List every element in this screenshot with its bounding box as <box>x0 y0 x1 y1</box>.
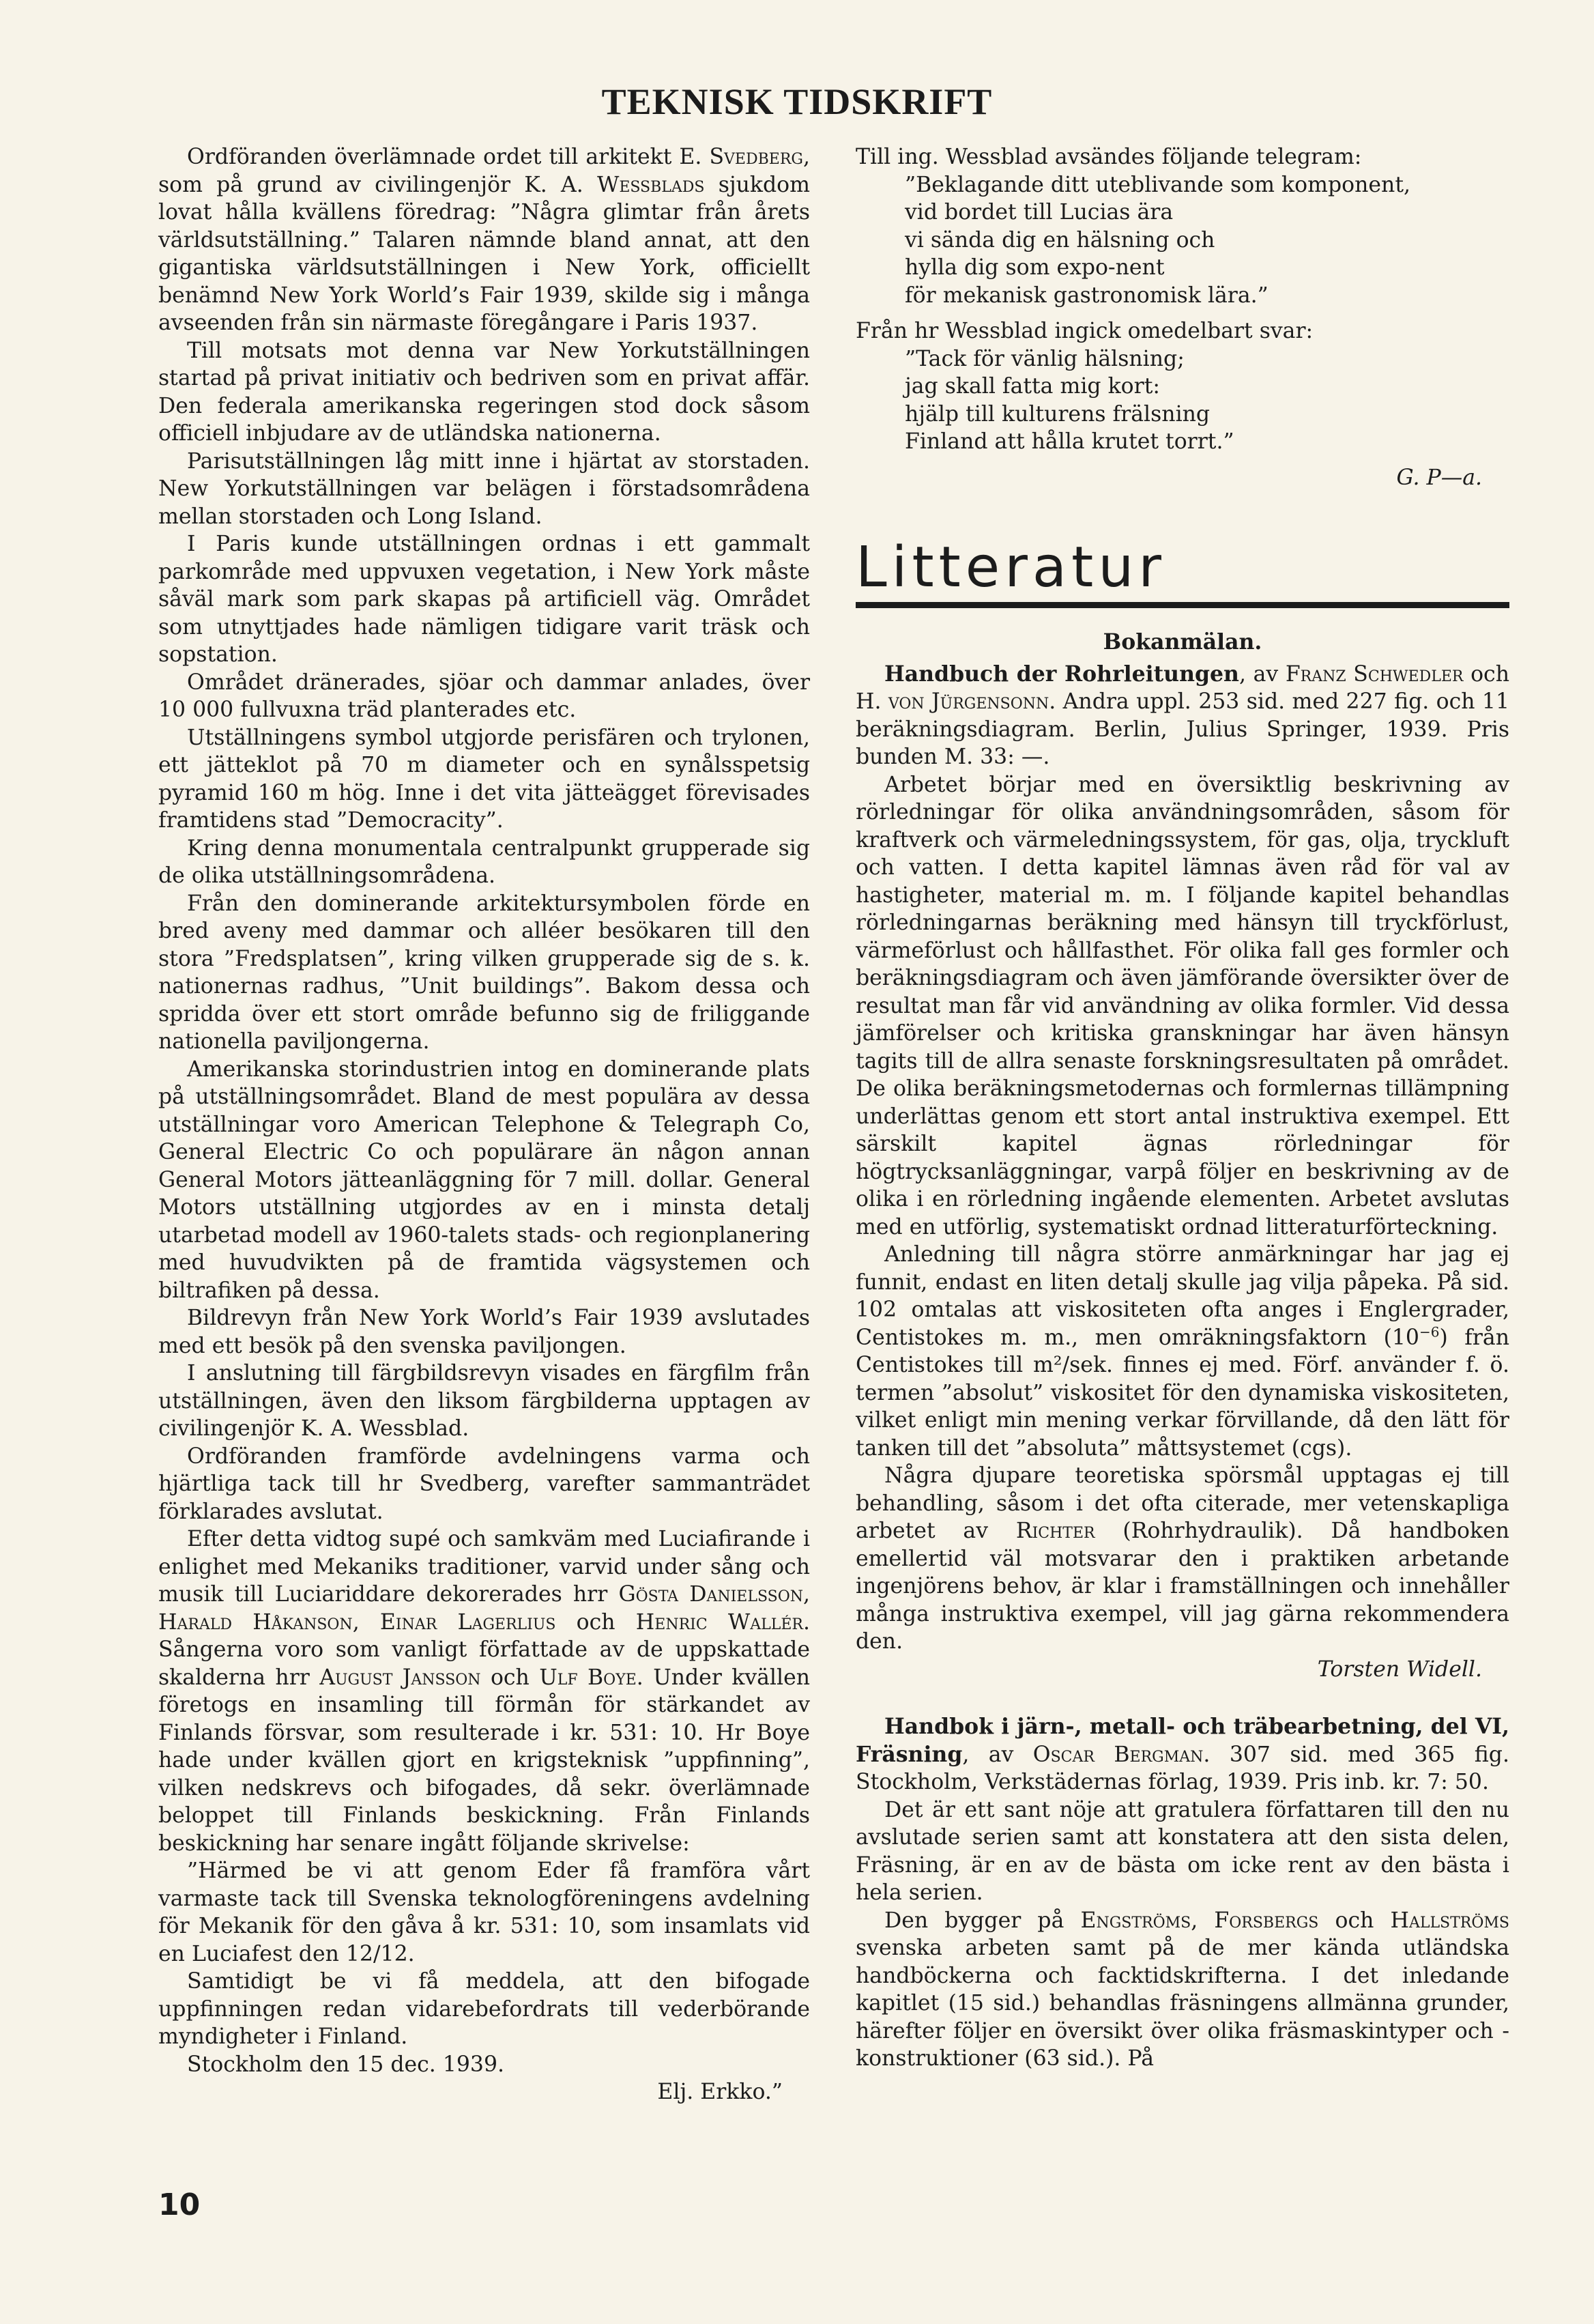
letter-signature: Elj. Erkko.” <box>657 2080 783 2104</box>
paragraph: Arbetet börjar med en översiktlig beskrivning av rörledningar för olika användningsområden, såsom för kraftverk och värmeledningssystem, för gas, olja, tryckluft och vatten. I detta kapitel lämnas även råd för val av hastigheter, material m. m. I följande kapitel behandlas rörledningarnas beräkning med hänsyn till tryckförlust, värmeförlust och hållfasthet. För olika fall ges formler och beräkningsdiagram och även jämförande översikter över de resultat man får vid användning av olika formler. Vid dessa jämförelser och kritiska granskningar har även hänsyn tagits till de allra senaste forskningsresultaten på området. De olika beräkningsmetodernas och formlernas tillämpning underlättas genom ett stort antal instruktiva exempel. Ett särskilt kapitel ägnas rörledningar för högtrycksanläggningar, varpå följer en beskrivning av de olika i en rörledning ingående elementen. Arbetet avslutas med en utförlig, systematiskt ordnad litteraturförteckning. <box>856 772 1509 1239</box>
paragraph: I anslutning till färgbildsrevyn visades en färgfilm från utställningen, även den liksom färgbilderna upptagen av civilingenjör K. A. Wessblad. <box>158 1361 810 1441</box>
paragraph: Till motsats mot denna var New Yorkutställningen startad på privat initiativ och bedriven som en privat affär. Den federala amerikanska regeringen stod dock såsom officiell inbjudare av de utländska nationerna. <box>158 338 810 446</box>
paragraph: Parisutställningen låg mitt inne i hjärtat av storstaden. New Yorkutställningen var belägen i förstadsområdena mellan storstaden och Long Island. <box>158 448 810 529</box>
paragraph: Ordföranden framförde avdelningens varma och hjärtliga tack till hr Svedberg, varefter sammanträdet förklarades avslutat. <box>158 1444 810 1524</box>
paragraph: Från den dominerande arkitektursymbolen förde en bred aveny med dammar och alléer besökaren till den stora ”Fredsplatsen”, kring vilken grupperade sig de s. k. nationernas radhus, ”Unit buildings”. Bakom dessa och spridda över ett stort område befunno sig de friliggande nationella paviljongerna. <box>158 891 810 1054</box>
paragraph: Några djupare teoretiska spörsmål upptagas ej till behandling, såsom i det ofta citerade, mer vetenskapliga arbetet av Richter (Rohrhydraulik). Då handboken emellertid väl motsvarar den i praktiken arbetande ingenjörens behov, är klar i framställningen och innehåller många instruktiva exempel, vill jag gärna rekommendera den. <box>856 1463 1510 1654</box>
signature: Torsten Widell. <box>1317 1656 1482 1682</box>
paragraph: ”Härmed be vi att genom Eder få framföra vårt varmaste tack till Svenska teknologföreningens avdelning för Mekanik för den gåva å kr. 531: 10, som insamlats vid en Luciafest den 12/12. <box>158 1859 810 1966</box>
paragraph: Kring denna monumentala centralpunkt grupperade sig de olika utställningsområdena. <box>158 835 810 888</box>
paragraph: Den bygger på Engströms, Forsbergs och Hallströms svenska arbeten samt på de mer kända utländska handböckerna och facktidskrifterna. I det inledande kapitlet (15 sid.) behandlas fräsningens allmänna grunder, härefter följer en översikt över olika fräsmaskintyper och -konstruktioner (63 sid.). På <box>856 1908 1510 2071</box>
paragraph: Det är ett sant nöje att gratulera författaren till den nu avslutade serien samt att konstatera att den sista delen, Fräsning, är en av de bästa om icke rent av den bästa i hela serien. <box>856 1797 1509 1905</box>
paragraph: Ordföranden överlämnade ordet till arkitekt E. Svedberg, som på grund av civilingenjör K. A. Wessblads sjukdom lovat hålla kvällens föredrag: ”Några glimtar från årets världsutställning.” Talaren nämnde bland annat, att den gigantiska världsutställningen i New York, officiellt benämnd New York World’s Fair 1939, skilde sig i många avseenden från sin närmaste föregångare i Paris 1937. <box>158 145 810 335</box>
book-entry: Handbok i järn-, metall- och träbearbetning, del VI, Fräsning, av Oscar Bergman. 307 sid. med 365 fig. Stockholm, Verkstädernas förlag, 1939. Pris inb. kr. 7: 50. <box>856 1714 1509 1794</box>
section-rule <box>856 602 1509 608</box>
left-column <box>158 143 810 2106</box>
paragraph: I Paris kunde utställningen ordnas i ett gammalt parkområde med uppvuxen vegetation, i New York måste såväl mark som park skapas på artificiell väg. Området som utnyttjades hade nämligen tidigare varit träsk och sopstation. <box>158 532 810 667</box>
paragraph: Utställningens symbol utgjorde perisfären och trylonen, ett jätteklot på 70 m diameter och en synålsspetsig pyramid 160 m hög. Inne i det vita jätteägget förevisades framtidens stad ”Democracity”. <box>158 725 810 833</box>
paragraph: Samtidigt be vi få meddela, att den bifogade uppfinningen redan vidarebefordrats till vederbörande myndigheter i Finland. <box>158 1969 810 2049</box>
paragraph: Stockholm den 15 dec. 1939. <box>187 2052 504 2077</box>
subheading: Bokanmälan. <box>1103 629 1262 655</box>
reply-verse: ”Tack för vänlig hälsning; jag skall fatta mig kort: hjälp till kulturens frälsning Finland att hålla krutet torrt.” <box>905 346 1234 454</box>
paragraph: Området dränerades, sjöar och dammar anlades, över 10 000 fullvuxna träd planterades etc. <box>158 670 810 722</box>
paragraph: Bildrevyn från New York World’s Fair 1939 avslutades med ett besök på den svenska paviljongen. <box>158 1306 810 1358</box>
paragraph: Till ing. Wessblad avsändes följande telegram: <box>856 145 1362 169</box>
masthead: TEKNISK TIDSKRIFT <box>601 81 993 122</box>
page-number: 10 <box>158 2187 201 2222</box>
right-column <box>856 143 1509 2073</box>
paragraph: Amerikanska storindustrien intog en dominerande plats på utställningsområdet. Bland de mest populära av dessa utställningar voro American Telephone & Telegraph Co, General Electric Co och populärare än någon annan General Motors jätteanläggning för 7 mill. dollar. General Motors utställning utgjordes av en i minsta detalj utarbetad modell av 1960-talets stads- och regionplanering med huvudvikten på de framtida vägsystemen och biltrafiken på dessa. <box>158 1057 810 1303</box>
paragraph: Från hr Wessblad ingick omedelbart svar: <box>856 319 1314 343</box>
paragraph: Anledning till några större anmärkningar har jag ej funnit, endast en liten detalj skulle jag vilja påpeka. På sid. 102 omtalas att viskositeten ofta anges i Englergrader, Centistokes m. m., men omräkningsfaktorn $(10^{-6})$ från Centistokes till m²/sek. finnes ej med. Förf. använder f. ö. termen ”absolut” viskositet för den dynamiska viskositeten, vilket enligt min mening verkar förvillande, då den lätt för tanken till det ”absoluta” måttsystemet (cgs). <box>856 1242 1509 1461</box>
section-title: Litteratur <box>856 535 1167 600</box>
telegram-verse: ”Beklagande ditt uteblivande som komponent, vid bordet till Lucias ära vi sända dig en hälsning och hylla dig som expo-nent för mekanisk gastronomisk lära.” <box>905 172 1410 308</box>
paragraph: Efter detta vidtog supé och samkväm med Luciafirande i enlighet med Mekaniks traditioner, varvid under sång och musik till Luciariddare dekorerades hrr Gösta Danielsson, Harald Håkanson, Einar Lagerlius och Henric Wallér. Sångerna voro som vanligt författade av de uppskattade skalderna hrr August Jansson och Ulf Boye. Under kvällen företogs en insamling till förmån för stärkandet av Finlands försvar, som resulterade i kr. 531: 10. Hr Boye hade under kvällen gjort en krigsteknisk ”uppfinning”, vilken nedskrevs och bifogades, då sekr. överlämnade beloppet till Finlands beskickning. Från Finlands beskickning har senare ingått följande skrivelse: <box>158 1527 811 1856</box>
book-entry: Handbuch der Rohrleitungen, av Franz Schwedler och H. von Jürgensonn. Andra uppl. 253 sid. med 227 fig. och 11 beräkningsdiagram. Berlin, Julius Springer, 1939. Pris bunden M. 33: —. <box>856 661 1510 769</box>
signature: G. P—a. <box>1396 465 1482 490</box>
